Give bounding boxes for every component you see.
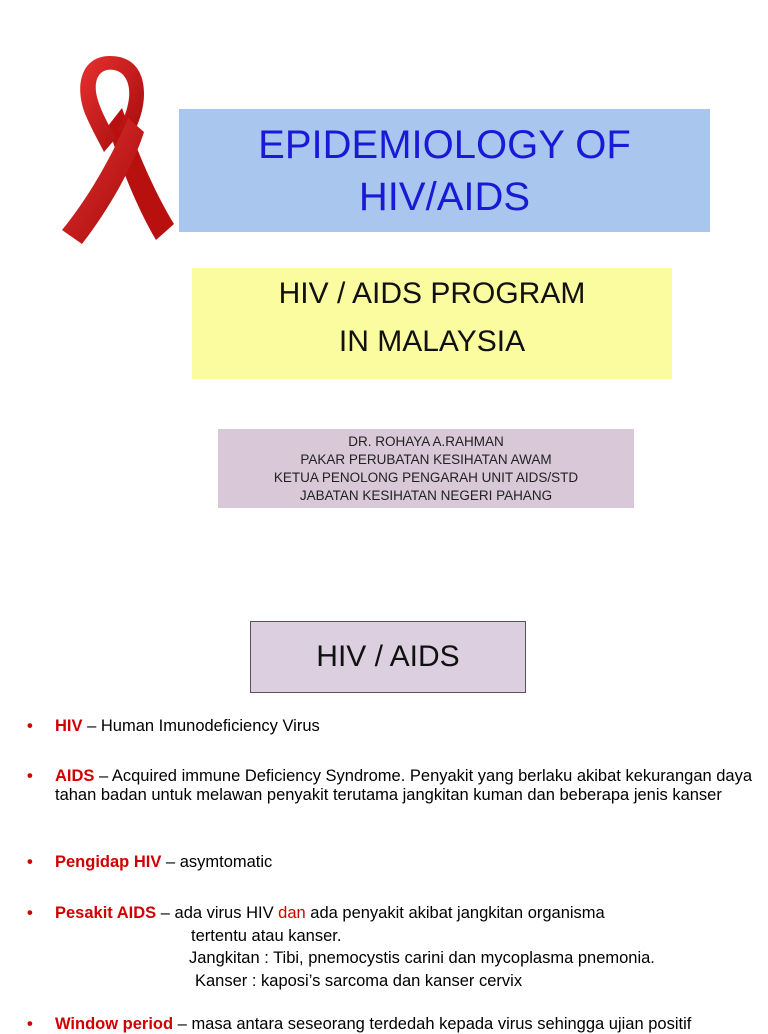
author-title: PAKAR PERUBATAN KESIHATAN AWAM (300, 451, 552, 467)
author-position: KETUA PENOLONG PENGARAH UNIT AIDS/STD (273, 469, 579, 485)
cancer-examples: Kanser : kaposi’s sarcoma dan kanser cervix (195, 972, 523, 990)
subtitle-line-2: IN MALAYSIA (338, 325, 526, 358)
term-label: Pesakit AIDS (55, 904, 157, 922)
bullet-icon: • (27, 717, 33, 735)
title-line-2: HIV/AIDS (358, 174, 531, 219)
definition-text: – asymtomatic (161, 853, 273, 871)
bullet-icon: • (27, 853, 33, 871)
section-title: HIV / AIDS (250, 621, 526, 693)
definition-line-2: tertentu atau kanser. (191, 927, 342, 945)
author-name: DR. ROHAYA A.RAHMAN (348, 433, 504, 449)
bullet-icon: • (27, 904, 33, 922)
infection-examples: Jangkitan : Tibi, pnemocystis carini dan mycoplasma pnemonia. (189, 949, 655, 967)
term-label: AIDS (55, 767, 95, 785)
definition-text: – ada virus HIV (156, 904, 279, 922)
definition-text: – Human Imunodeficiency Virus (82, 717, 320, 735)
bullet-icon: • (27, 1015, 33, 1033)
title-line-1: EPIDEMIOLOGY OF (258, 122, 631, 167)
highlight-word: dan (278, 904, 306, 922)
term-label: Window period (55, 1015, 174, 1033)
definition-text: – masa antara seseorang terdedah kepada virus sehingga ujian positif (173, 1015, 692, 1033)
definition-text-cont: ada penyakit akibat jangkitan organisma (305, 904, 605, 922)
subtitle-line-1: HIV / AIDS PROGRAM (278, 277, 586, 310)
author-department: JABATAN KESIHATAN NEGERI PAHANG (299, 487, 553, 503)
definition-text: – Acquired immune Deficiency Syndrome. Penyakit yang berlaku akibat kekurangan daya tahan badan untuk melawan penyakit terutama jangkitan kuman dan beberapa jenis kanser (55, 767, 753, 804)
term-label: HIV (55, 717, 83, 735)
bullet-icon: • (27, 767, 33, 785)
term-label: Pengidap HIV (55, 853, 162, 871)
